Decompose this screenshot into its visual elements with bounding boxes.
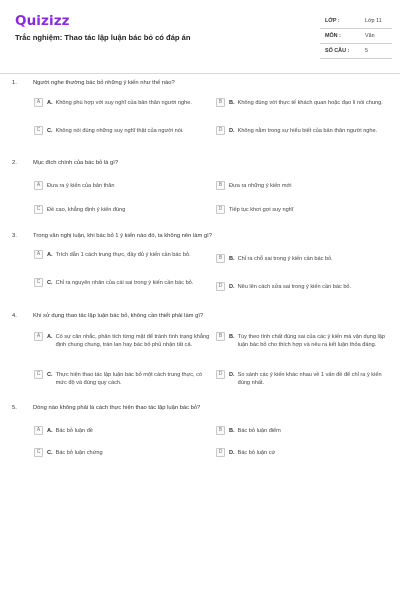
option-letter-box: D bbox=[216, 370, 225, 379]
option-text: Bác bỏ luận điểm bbox=[237, 428, 281, 434]
option-letter: C. bbox=[47, 372, 53, 378]
option-letter: C. bbox=[47, 128, 53, 134]
option-letter: B. bbox=[229, 100, 235, 106]
option-c[interactable] bbox=[34, 206, 214, 214]
option-a[interactable] bbox=[34, 251, 214, 259]
worksheet-header bbox=[0, 0, 400, 74]
option-text: Bác bỏ luận chứng bbox=[55, 450, 103, 456]
option-text: So sánh các ý kiến khác nhau về 1 vấn đề để chỉ ra ý kiến đúng nhất. bbox=[237, 372, 382, 386]
meta-key: SỐ CÂU : bbox=[325, 48, 350, 54]
option-text: Không phù hợp với suy nghĩ của bản thân người nghe. bbox=[55, 100, 192, 106]
option-a[interactable] bbox=[34, 182, 214, 190]
question-text: Trong văn nghị luận, khi bác bỏ 1 ý kiến nào đó, ta không nên làm gì? bbox=[33, 233, 212, 239]
option-b[interactable] bbox=[216, 182, 394, 190]
question-number: 4. bbox=[12, 313, 17, 319]
option-a[interactable] bbox=[34, 333, 214, 349]
option-text: Đưa ra những ý kiến mới bbox=[229, 183, 292, 189]
option-letter-box: D bbox=[216, 205, 225, 214]
meta-row-question-count bbox=[320, 44, 392, 59]
option-letter-box: A bbox=[34, 426, 43, 435]
option-letter: C. bbox=[47, 280, 53, 286]
option-letter-box: C bbox=[34, 448, 43, 457]
option-letter-box: C bbox=[34, 205, 43, 214]
option-b[interactable] bbox=[216, 333, 394, 349]
question-number: 1. bbox=[12, 80, 17, 86]
option-text: Có sự cân nhắc, phân tích từng mặt để tránh tình trạng khẳng định chung chung, tràn lan hay bác bỏ phủ nhận tất cả. bbox=[55, 334, 210, 348]
option-letter: D. bbox=[229, 284, 235, 290]
quizizz-logo: Quizizz bbox=[15, 13, 70, 29]
option-letter: A. bbox=[47, 334, 53, 340]
option-letter-box: D bbox=[216, 282, 225, 291]
option-text: Tiếp tục khơi gợi suy nghĩ bbox=[229, 207, 294, 213]
option-letter: B. bbox=[229, 256, 235, 262]
option-d[interactable] bbox=[216, 371, 394, 387]
option-letter-box: A bbox=[34, 332, 43, 341]
option-text: Thực hiện thao tác lập luận bác bỏ một cách trung thực, có mức độ và đúng quy cách. bbox=[55, 372, 203, 386]
option-d[interactable] bbox=[216, 206, 394, 214]
meta-value: Văn bbox=[365, 33, 375, 39]
option-letter: A. bbox=[47, 428, 53, 434]
question-text: Khi sử dụng thao tác lập luận bác bỏ, không cần thiết phải làm gì? bbox=[33, 313, 204, 319]
worksheet-title: Trắc nghiệm: Thao tác lập luận bác bỏ có đáp án bbox=[15, 33, 191, 42]
meta-key: MÔN : bbox=[325, 33, 341, 39]
question-number: 2. bbox=[12, 160, 17, 166]
option-letter-box: B bbox=[216, 332, 225, 341]
option-letter: A. bbox=[47, 252, 53, 258]
option-text: Bác bỏ luận cứ bbox=[237, 450, 276, 456]
option-letter-box: C bbox=[34, 278, 43, 287]
option-letter-box: B bbox=[216, 98, 225, 107]
option-letter-box: C bbox=[34, 370, 43, 379]
option-letter-box: A bbox=[34, 250, 43, 259]
question-text: Người nghe thường bác bỏ những ý kiến như thế nào? bbox=[33, 80, 175, 86]
option-b[interactable] bbox=[216, 427, 394, 435]
option-b[interactable] bbox=[216, 255, 394, 263]
option-text: Không nằm trong sự hiểu biết của bản thân người nghe. bbox=[237, 128, 378, 134]
question-text: Mục đích chính của bác bỏ là gì? bbox=[33, 160, 119, 166]
option-letter-box: C bbox=[34, 126, 43, 135]
option-letter: B. bbox=[229, 428, 235, 434]
meta-row-class bbox=[320, 14, 392, 29]
option-a[interactable] bbox=[34, 427, 214, 435]
option-c[interactable] bbox=[34, 371, 214, 387]
option-letter: A. bbox=[47, 100, 53, 106]
option-d[interactable] bbox=[216, 127, 394, 135]
option-d[interactable] bbox=[216, 283, 394, 291]
option-letter-box: B bbox=[216, 426, 225, 435]
option-letter: C. bbox=[47, 450, 53, 456]
meta-value: Lớp 11 bbox=[365, 18, 382, 24]
meta-row-subject bbox=[320, 29, 392, 44]
option-letter: D. bbox=[229, 372, 235, 378]
option-letter: D. bbox=[229, 128, 235, 134]
option-c[interactable] bbox=[34, 279, 214, 287]
option-letter-box: B bbox=[216, 254, 225, 263]
option-a[interactable] bbox=[34, 99, 214, 107]
question-number: 5. bbox=[12, 405, 17, 411]
option-text: Trích dẫn 1 cách trung thực, đầy đủ ý kiến cần bác bỏ. bbox=[55, 252, 191, 258]
meta-value: 5 bbox=[365, 48, 368, 54]
option-letter: D. bbox=[229, 450, 235, 456]
question-text: Dòng nào không phải là cách thực hiện thao tác lập luận bác bỏ? bbox=[33, 405, 201, 411]
option-letter-box: A bbox=[34, 181, 43, 190]
option-text: Chỉ ra chỗ sai trong ý kiến cần bác bỏ. bbox=[237, 256, 333, 262]
option-text: Đưa ra ý kiến của bản thân bbox=[47, 183, 115, 189]
option-text: Đề cao, khẳng định ý kiến đúng bbox=[47, 207, 126, 213]
option-text: Bác bỏ luận đề bbox=[55, 428, 93, 434]
option-letter: B. bbox=[229, 334, 235, 340]
question-number: 3. bbox=[12, 233, 17, 239]
option-text: Tùy theo tính chất đúng sai của các ý kiến mà vận dụng lập luận bác bỏ cho thích hợp và nêu ra kết luận thỏa đáng. bbox=[237, 334, 385, 348]
option-text: Không đúng với thực tế khách quan hoặc đạo lí nói chung. bbox=[237, 100, 383, 106]
option-b[interactable] bbox=[216, 99, 394, 107]
option-c[interactable] bbox=[34, 449, 214, 457]
option-letter-box: A bbox=[34, 98, 43, 107]
option-text: Không nói đúng những suy nghĩ thật của người nói. bbox=[55, 128, 184, 134]
option-d[interactable] bbox=[216, 449, 394, 457]
option-letter-box: D bbox=[216, 126, 225, 135]
option-text: Nêu lên cách sửa sai trong ý kiến cần bác bỏ. bbox=[237, 284, 352, 290]
option-letter-box: B bbox=[216, 181, 225, 190]
meta-key: LỚP : bbox=[325, 18, 340, 24]
worksheet-meta-table bbox=[320, 14, 392, 59]
option-letter-box: D bbox=[216, 448, 225, 457]
option-text: Chỉ ra nguyên nhân của cái sai trong ý kiến cần bác bỏ. bbox=[55, 280, 194, 286]
option-c[interactable] bbox=[34, 127, 214, 135]
